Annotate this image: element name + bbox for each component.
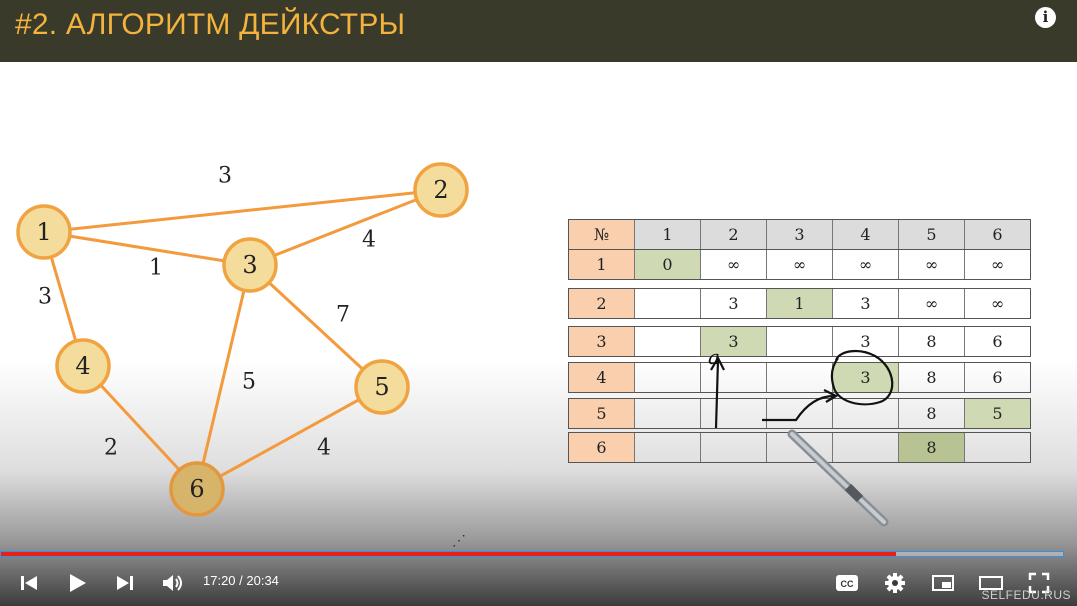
table-cell: 6 bbox=[992, 368, 1003, 387]
weight-3-6: 5 bbox=[242, 369, 256, 395]
table-cell bbox=[635, 433, 701, 462]
table-row bbox=[568, 288, 1031, 319]
captions-icon[interactable] bbox=[832, 568, 862, 598]
table-cell: 1 bbox=[767, 289, 833, 318]
table-header-cell: 3 bbox=[767, 220, 833, 249]
svg-text:3: 3 bbox=[242, 251, 258, 279]
table-cell: 8 bbox=[899, 433, 965, 462]
table-cell: 3 bbox=[833, 327, 899, 356]
svg-text:2: 2 bbox=[433, 176, 449, 204]
row-label: 3 bbox=[569, 327, 635, 356]
table-cell: 8 bbox=[899, 363, 965, 392]
node-1 bbox=[18, 206, 70, 258]
table-row bbox=[568, 362, 1031, 393]
table-row bbox=[568, 398, 1031, 429]
weight-3-5: 7 bbox=[336, 302, 350, 328]
table-header-cell: № bbox=[569, 220, 635, 249]
video-dots: ⋰ bbox=[452, 532, 466, 548]
table-cell: 3 bbox=[833, 363, 899, 392]
table-row bbox=[568, 326, 1031, 357]
progress-fill bbox=[1, 552, 896, 556]
table-cell bbox=[833, 433, 899, 462]
table-header-cell: 2 bbox=[701, 220, 767, 249]
miniplayer-icon[interactable] bbox=[928, 568, 958, 598]
time-display: 17:20 / 20:34 bbox=[203, 573, 279, 588]
weight-5-6: 4 bbox=[317, 435, 331, 461]
play-icon[interactable] bbox=[62, 568, 92, 598]
table-cell: 6 bbox=[992, 332, 1003, 351]
svg-text:5: 5 bbox=[374, 373, 390, 401]
table-cell: 0 bbox=[635, 250, 701, 279]
table-cell bbox=[767, 327, 833, 356]
edge-5-6 bbox=[197, 387, 382, 489]
table-cell: 3 bbox=[833, 289, 899, 318]
video-title-bar bbox=[0, 0, 1077, 62]
table-cell bbox=[635, 327, 701, 356]
table-cell: 3 bbox=[701, 289, 767, 318]
table-cell: ∞ bbox=[701, 250, 767, 279]
table-cell bbox=[635, 399, 701, 428]
table-cell: 8 bbox=[899, 327, 965, 356]
edge-1-3 bbox=[44, 232, 250, 265]
weight-1-2: 3 bbox=[218, 163, 232, 189]
player-controls bbox=[0, 560, 1077, 606]
weight-4-6: 2 bbox=[104, 435, 118, 461]
gear-icon[interactable] bbox=[880, 568, 910, 598]
node-4 bbox=[57, 340, 109, 392]
table-cell: 3 bbox=[701, 327, 767, 356]
weight-2-3: 4 bbox=[362, 227, 376, 253]
graph-diagram bbox=[0, 62, 520, 542]
table-cell: ∞ bbox=[990, 255, 1005, 274]
node-5 bbox=[356, 361, 408, 413]
svg-text:4: 4 bbox=[75, 352, 91, 380]
node-6 bbox=[171, 463, 223, 515]
table-header-cell: 4 bbox=[833, 220, 899, 249]
table-header-cell: 5 bbox=[899, 220, 965, 249]
table-cell: ∞ bbox=[899, 250, 965, 279]
node-2 bbox=[415, 164, 467, 216]
table-cell bbox=[701, 433, 767, 462]
progress-bar[interactable] bbox=[0, 551, 1064, 557]
info-icon[interactable]: i bbox=[1035, 7, 1056, 28]
table-cell bbox=[965, 433, 1030, 462]
table-cell: 5 bbox=[965, 399, 1030, 428]
svg-text:1: 1 bbox=[36, 218, 52, 246]
graph-weights bbox=[38, 164, 376, 461]
weight-1-4: 3 bbox=[38, 284, 52, 310]
table-row bbox=[568, 432, 1031, 463]
table-cell bbox=[833, 399, 899, 428]
table-header-row bbox=[568, 219, 1031, 250]
skip-previous-icon[interactable] bbox=[14, 568, 44, 598]
table-cell: 8 bbox=[899, 399, 965, 428]
row-label: 6 bbox=[569, 433, 635, 462]
table-cell bbox=[701, 399, 767, 428]
svg-text:6: 6 bbox=[189, 475, 205, 503]
table-cell: ∞ bbox=[899, 289, 965, 318]
table-row bbox=[568, 249, 1031, 280]
table-cell bbox=[701, 363, 767, 392]
skip-next-icon[interactable] bbox=[110, 568, 140, 598]
table-cell bbox=[635, 363, 701, 392]
edge-1-2 bbox=[44, 190, 441, 232]
table-cell: ∞ bbox=[767, 250, 833, 279]
table-header-cell: 1 bbox=[635, 220, 701, 249]
node-3 bbox=[224, 239, 276, 291]
table-cell bbox=[767, 363, 833, 392]
handwritten-letter: a bbox=[708, 345, 720, 369]
table-cell bbox=[767, 399, 833, 428]
table-header-cell: 6 bbox=[965, 220, 1030, 249]
table-cell: ∞ bbox=[990, 294, 1005, 313]
table-cell: ∞ bbox=[833, 250, 899, 279]
table-cell bbox=[767, 433, 833, 462]
volume-icon[interactable] bbox=[158, 568, 188, 598]
row-label: 5 bbox=[569, 399, 635, 428]
weight-1-3: 1 bbox=[149, 255, 163, 281]
svg-text:CC: CC bbox=[840, 579, 854, 589]
video-title: #2. АЛГОРИТМ ДЕЙКСТРЫ bbox=[15, 8, 406, 41]
row-label: 2 bbox=[569, 289, 635, 318]
row-label: 4 bbox=[569, 363, 635, 392]
row-label: 1 bbox=[569, 250, 635, 279]
table-cell bbox=[635, 289, 701, 318]
channel-watermark: SELFEDU.RUS bbox=[981, 588, 1071, 602]
